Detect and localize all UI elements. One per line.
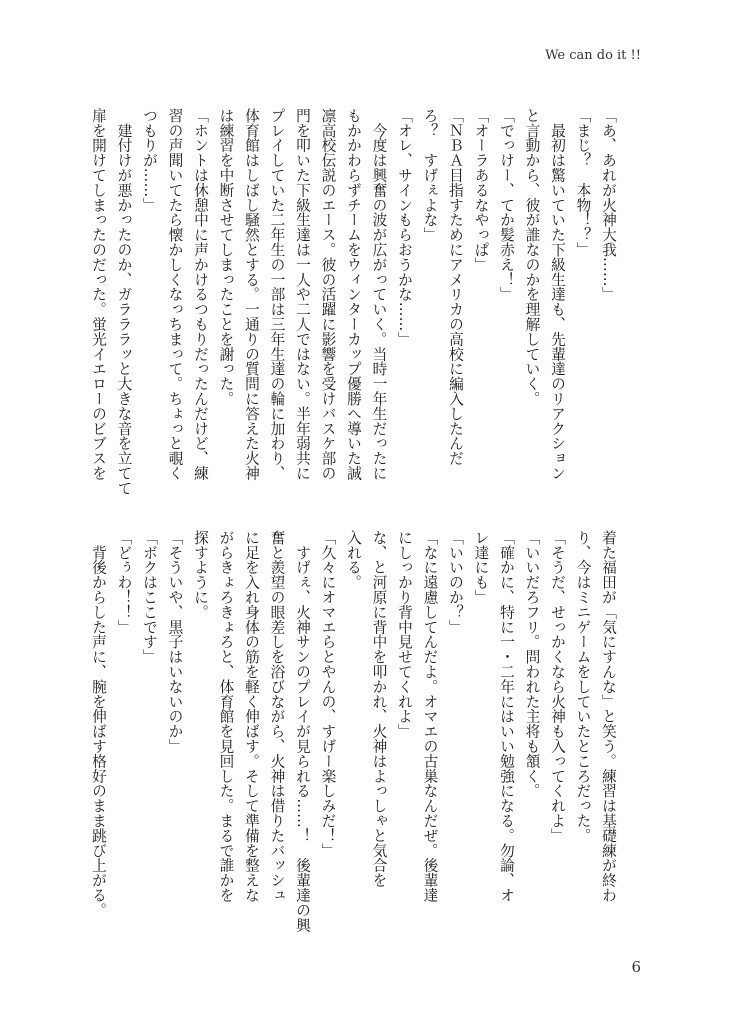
- page-number: 6: [631, 958, 641, 976]
- text-line: すげぇ、火神サンのプレイが見られる……！ 後輩達の興: [294, 530, 311, 933]
- text-line: 「なに遠慮してんだよ。オマエの古巣なんだぜ。後輩達: [421, 530, 439, 903]
- text-line: は練習を中断させてしまったことを謝った。: [217, 108, 235, 406]
- text-line: 「いいだろフリ。問われた主将も頷く。: [523, 530, 541, 799]
- text-line: 入れる。: [345, 530, 362, 590]
- text-block-top: [90, 108, 621, 508]
- text-line: 背後からした声に、腕を伸ばす格好のまま跳び上がる。: [90, 530, 107, 918]
- text-block-bottom: [90, 530, 621, 940]
- text-line: レ達にも」: [472, 530, 490, 605]
- text-line: り、今はミニゲームをしていたところだった。: [574, 530, 592, 843]
- text-line: がらきょろきょろと、体育館を見回した。まるで誰かを: [217, 530, 235, 903]
- text-line: 「でっけー、てか髪赤え！」: [498, 108, 515, 302]
- text-line: 門を叩いた下級生達は一人や二人ではない。半年弱共に: [294, 108, 311, 481]
- text-line: 体育館はしばし騒然とする。一通りの質問に答えた火神: [243, 108, 260, 481]
- text-line: にしっかり背中見せてくれよ」: [396, 530, 413, 739]
- text-line: 「あ、あれが火神大我……」: [600, 108, 617, 302]
- text-line: 扉を開けてしまったのだった。蛍光イエローのビブスを: [90, 108, 107, 481]
- text-line: 「オーラあるなやっぱ」: [472, 108, 490, 272]
- text-line: な、と河原に背中を叩かれ、火神はよっしゃと気合を: [370, 530, 388, 888]
- text-line: 凛高校伝説のエース。彼の活躍に影響を受けバスケ部の: [319, 108, 337, 481]
- text-line: つもりが……」: [141, 108, 158, 213]
- text-line: 今度は興奮の波が広がっていく。当時一年生だったに: [370, 108, 388, 481]
- text-line: に足を入れ身体の筋を軽く伸ばす。そして準備を整えな: [243, 530, 260, 903]
- text-line: 探すように。: [192, 530, 209, 620]
- text-line: 「どぅわ！！」: [115, 530, 133, 635]
- text-line: 「オレ、サインもらおうかな……」: [396, 108, 413, 347]
- text-line: 最初は驚いていた下級生達も、先輩達のリアクション: [549, 108, 566, 481]
- text-line: ろ？ すげぇよな」: [421, 108, 439, 243]
- text-line: 「確かに、特に一・二年にはいい勉強になる。勿論、オ: [498, 530, 515, 903]
- text-line: 着た福田が「気にすんな」と笑う。練習は基礎練が終わ: [600, 530, 617, 903]
- text-line: 「いいのか？」: [447, 530, 464, 635]
- text-line: と言動から、彼が誰なのかを理解していく。: [523, 108, 541, 406]
- text-line: 建付けが悪かったのか、ガラララッと大きな音を立てて: [115, 108, 133, 496]
- text-line: 「まじ？ 本物！？」: [574, 108, 592, 257]
- text-line: 「ＮＢＡ目指すためにアメリカの高校に編入したんだ: [447, 108, 464, 466]
- text-line: プレイしていた二年生の一部は三年生達の輪に加わり、: [268, 108, 286, 481]
- text-line: 奮と羨望の眼差しを浴びながら、火神は借りたバッシュ: [268, 530, 286, 903]
- text-line: もかかわらずチームをウィンターカップ優勝へ導いた誠: [345, 108, 362, 481]
- text-line: 「ボクはここです」: [141, 530, 158, 665]
- text-line: 「久々にオマエらとやんの、すげー楽しみだ！」: [319, 530, 337, 858]
- text-line: 習の声聞いてたら懐かしくなっちまって。ちょっと覗く: [166, 108, 184, 481]
- text-line: 「そうだ、せっかくなら火神も入ってくれよ」: [549, 530, 566, 843]
- text-line: 「そういや、黒子はいないのか」: [166, 530, 184, 754]
- running-header: We can do it !!: [545, 48, 641, 63]
- text-line: 「ホントは休憩中に声かけるつもりだったんだけど、練: [192, 108, 209, 481]
